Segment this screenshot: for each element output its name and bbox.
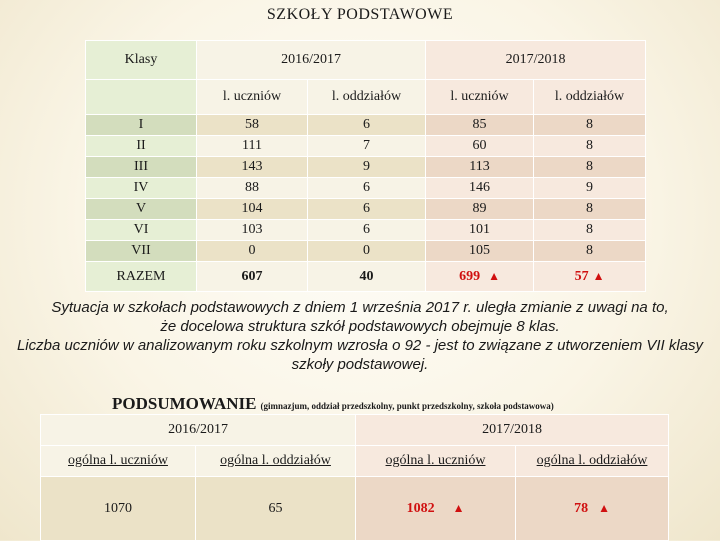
header-empty — [86, 80, 197, 115]
cell-pupils-2017: 85 — [426, 115, 534, 136]
cell-branches-2016: 6 — [308, 178, 426, 199]
summary-heading — [112, 394, 554, 414]
summary-table — [40, 414, 669, 541]
total-pupils-2017-cell — [426, 262, 534, 292]
summary-title: PODSUMOWANIE — [112, 394, 257, 413]
cell-branches-2016: 7 — [308, 136, 426, 157]
row-label: VII — [86, 241, 197, 262]
table-row — [86, 199, 646, 220]
header-pupils-2016: l. uczniów — [197, 80, 308, 115]
note-text — [0, 298, 720, 374]
summary-col-pupils-2016: ogólna l. uczniów — [41, 446, 196, 477]
total-label: RAZEM — [86, 262, 197, 292]
note-line: że docelowa struktura szkół podstawowych obejmuje 8 klas. — [160, 318, 560, 335]
cell-pupils-2017: 60 — [426, 136, 534, 157]
cell-pupils-2016: 88 — [197, 178, 308, 199]
table-row — [86, 136, 646, 157]
cell-branches-2016: 6 — [308, 220, 426, 241]
summary-pupils-2017: 1082 — [406, 501, 435, 516]
summary-year-2016: 2016/2017 — [41, 415, 356, 446]
cell-branches-2017: 8 — [534, 115, 646, 136]
cell-pupils-2016: 0 — [197, 241, 308, 262]
cell-pupils-2016: 104 — [197, 199, 308, 220]
table-row — [86, 157, 646, 178]
summary-pupils-2017-cell — [356, 477, 516, 541]
cell-pupils-2017: 101 — [426, 220, 534, 241]
header-year-2017: 2017/2018 — [426, 41, 646, 80]
row-label: II — [86, 136, 197, 157]
red-up-arrow-icon: ▲ — [452, 501, 465, 515]
table-row — [86, 178, 646, 199]
cell-branches-2017: 8 — [534, 199, 646, 220]
table-row — [86, 115, 646, 136]
cell-pupils-2017: 113 — [426, 157, 534, 178]
summary-col-pupils-2017: ogólna l. uczniów — [356, 446, 516, 477]
header-year-2016: 2016/2017 — [197, 41, 426, 80]
red-up-arrow-icon: ▲ — [488, 269, 500, 283]
header-branches-2017: l. oddziałów — [534, 80, 646, 115]
row-label: V — [86, 199, 197, 220]
summary-subtitle: (gimnazjum, oddział przedszkolny, punkt przedszkolny, szkoła podstawowa) — [260, 401, 554, 411]
note-line: Liczba uczniów w analizowanym roku szkolnym wzrosła o 92 - jest to związane z utworzeniem VII klasy — [16, 337, 704, 354]
cell-branches-2017: 8 — [534, 220, 646, 241]
header-klasy: Klasy — [86, 41, 197, 80]
summary-col-branches-2017: ogólna l. oddziałów — [516, 446, 669, 477]
table-row-total — [86, 262, 646, 292]
cell-branches-2016: 6 — [308, 199, 426, 220]
row-label: III — [86, 157, 197, 178]
table-row — [86, 241, 646, 262]
summary-year-2017: 2017/2018 — [356, 415, 669, 446]
cell-pupils-2017: 105 — [426, 241, 534, 262]
total-branches-2017-cell — [534, 262, 646, 292]
summary-branches-2017-cell — [516, 477, 669, 541]
header-branches-2016: l. oddziałów — [308, 80, 426, 115]
summary-branches-2016: 65 — [196, 477, 356, 541]
summary-col-branches-2016: ogólna l. oddziałów — [196, 446, 356, 477]
table-row — [86, 220, 646, 241]
cell-pupils-2016: 111 — [197, 136, 308, 157]
cell-pupils-2017: 89 — [426, 199, 534, 220]
cell-branches-2016: 9 — [308, 157, 426, 178]
summary-branches-2017: 78 — [574, 501, 589, 516]
note-line: Sytuacja w szkołach podstawowych z dniem 1 września 2017 r. uległa zmianie z uwagi na to, — [51, 299, 669, 316]
page-title: SZKOŁY PODSTAWOWE — [266, 6, 454, 23]
total-branches-2016: 40 — [308, 262, 426, 292]
red-up-arrow-icon: ▲ — [598, 501, 610, 515]
note-line: szkoły podstawowej. — [291, 356, 429, 373]
row-label: VI — [86, 220, 197, 241]
schools-table — [85, 40, 646, 292]
cell-pupils-2016: 58 — [197, 115, 308, 136]
cell-branches-2016: 0 — [308, 241, 426, 262]
cell-branches-2017: 8 — [534, 136, 646, 157]
total-branches-2017: 57 — [574, 269, 589, 284]
total-pupils-2017: 699 — [459, 269, 481, 284]
summary-pupils-2016: 1070 — [41, 477, 196, 541]
header-pupils-2017: l. uczniów — [426, 80, 534, 115]
cell-branches-2017: 8 — [534, 157, 646, 178]
cell-pupils-2017: 146 — [426, 178, 534, 199]
total-pupils-2016: 607 — [197, 262, 308, 292]
cell-branches-2017: 8 — [534, 241, 646, 262]
cell-branches-2017: 9 — [534, 178, 646, 199]
row-label: I — [86, 115, 197, 136]
cell-pupils-2016: 143 — [197, 157, 308, 178]
cell-branches-2016: 6 — [308, 115, 426, 136]
red-up-arrow-icon: ▲ — [592, 269, 605, 283]
cell-pupils-2016: 103 — [197, 220, 308, 241]
row-label: IV — [86, 178, 197, 199]
